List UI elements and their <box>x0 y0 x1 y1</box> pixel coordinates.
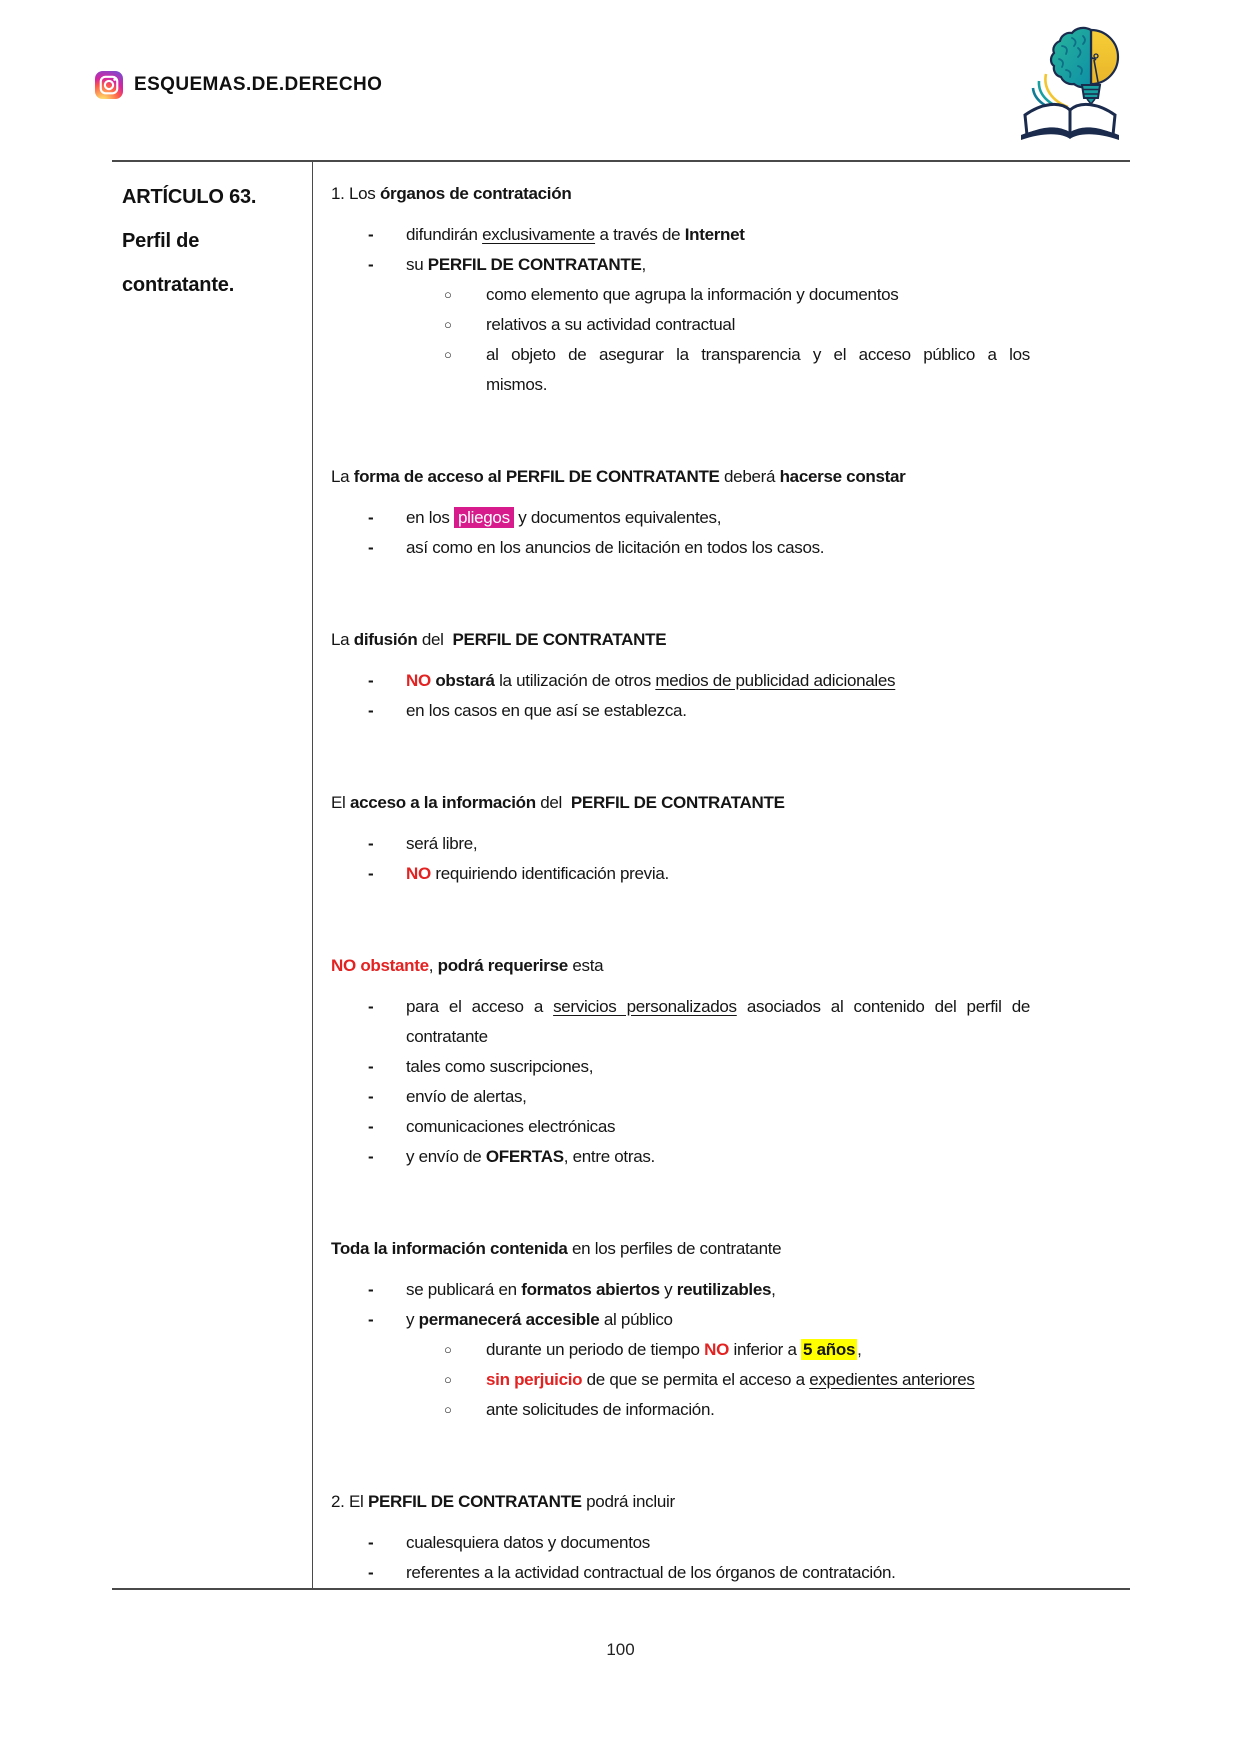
text-segment: NO <box>406 671 431 690</box>
text-segment: referentes a la actividad contractual de los órganos de contratación. <box>406 1563 896 1582</box>
text-segment: permanecerá accesible <box>418 1310 600 1329</box>
bullet-dash-icon: - <box>368 255 374 274</box>
text-segment: del <box>417 630 453 649</box>
item-text <box>406 1305 673 1335</box>
text-segment: hacerse constar <box>779 467 906 486</box>
text-segment: para el acceso a <box>406 997 554 1016</box>
bullet-dash-icon: - <box>368 1563 374 1582</box>
item-text <box>486 370 547 400</box>
block-heading <box>331 788 1030 818</box>
item-text <box>406 1112 615 1142</box>
list-item <box>368 1528 1030 1558</box>
bullet-dash-icon: - <box>368 225 374 244</box>
list-item <box>368 829 1030 859</box>
text-segment: difundirán <box>406 225 483 244</box>
content-block <box>331 179 1030 400</box>
text-segment: La <box>331 467 354 486</box>
item-text <box>406 992 1030 1022</box>
item-text <box>406 220 745 250</box>
text-segment: ante solicitudes de información. <box>486 1400 715 1419</box>
item-text <box>486 1335 862 1365</box>
list-item <box>368 696 1030 726</box>
text-segment: al objeto de asegurar la transparencia y el acceso público a los <box>486 345 1030 364</box>
bullet-dash-icon: - <box>368 1087 374 1106</box>
bullet-dash-icon: - <box>368 1533 374 1552</box>
item-text <box>406 1052 593 1082</box>
text-segment: , <box>857 1340 862 1359</box>
text-segment: El <box>331 793 350 812</box>
item-text <box>406 1082 527 1112</box>
list-item <box>368 1275 1030 1305</box>
text-segment: durante un periodo de tiempo <box>486 1340 705 1359</box>
page-number: 100 <box>606 1640 635 1659</box>
article-title-line: contratante. <box>122 274 235 296</box>
list-item <box>368 250 1030 280</box>
item-text <box>486 1365 975 1395</box>
bullet-dash-icon <box>368 1022 406 1052</box>
list-item <box>368 1142 1030 1172</box>
item-text <box>406 1275 776 1305</box>
bullet-dash-icon: - <box>368 1310 374 1329</box>
list-item <box>444 280 1030 310</box>
bullet-dash-icon: - <box>368 834 374 853</box>
text-segment: comunicaciones electrónicas <box>406 1117 616 1136</box>
bullet-circle-icon: ○ <box>444 287 452 302</box>
text-segment: reutilizables <box>676 1280 772 1299</box>
item-text <box>486 310 735 340</box>
list-item <box>368 220 1030 250</box>
text-segment: Internet <box>684 225 745 244</box>
text-segment: a través de <box>595 225 685 244</box>
list-item <box>444 1365 1030 1395</box>
block-heading <box>331 625 1030 655</box>
text-segment: forma de acceso al PERFIL DE CONTRATANTE <box>353 467 720 486</box>
text-segment: , entre otras. <box>563 1147 655 1166</box>
text-segment: será libre, <box>406 834 478 853</box>
item-text <box>406 859 669 889</box>
block-heading <box>331 179 1030 209</box>
bullet-circle-icon <box>444 370 486 400</box>
content-blocks <box>331 179 1030 1588</box>
text-segment: requiriendo identificación previa. <box>430 864 669 883</box>
text-segment: , <box>771 1280 776 1299</box>
list-item <box>444 340 1030 370</box>
text-segment: sin perjuicio <box>486 1370 583 1389</box>
article-title-line: Perfil de <box>122 230 200 252</box>
bullet-dash-icon: - <box>368 864 374 883</box>
bullet-circle-icon: ○ <box>444 317 452 332</box>
item-text <box>406 696 687 726</box>
bullet-dash-icon: - <box>368 701 374 720</box>
text-segment: NO <box>406 864 431 883</box>
list-item <box>368 666 1030 696</box>
bullet-circle-icon: ○ <box>444 1402 452 1417</box>
text-segment: del <box>535 793 571 812</box>
list-item <box>444 1335 1030 1365</box>
instagram-icon <box>94 70 124 100</box>
text-segment: la utilización de otros <box>494 671 656 690</box>
article-title-line: ARTÍCULO 63. <box>122 186 257 208</box>
text-segment: esta <box>567 956 604 975</box>
list-item <box>368 1082 1030 1112</box>
item-text <box>486 280 898 310</box>
bullet-dash-icon: - <box>368 1280 374 1299</box>
block-heading <box>331 462 1030 492</box>
text-segment: , <box>641 255 646 274</box>
text-segment: NO obstante <box>331 956 429 975</box>
text-segment: contratante <box>406 1027 488 1046</box>
text-segment: podrá incluir <box>581 1492 675 1511</box>
content-block <box>331 788 1030 889</box>
text-segment: envío de alertas, <box>406 1087 527 1106</box>
text-segment: PERFIL DE CONTRATANTE <box>367 1492 582 1511</box>
text-segment: de que se permita el acceso a <box>582 1370 810 1389</box>
brand-badge <box>94 70 382 100</box>
text-segment: y <box>406 1310 419 1329</box>
text-segment: pliegos <box>454 507 514 528</box>
list-item <box>368 992 1030 1022</box>
list-item <box>368 1052 1030 1082</box>
bullet-dash-icon: - <box>368 997 374 1016</box>
item-text <box>486 340 1030 370</box>
text-segment: y <box>659 1280 677 1299</box>
text-segment: 1. Los <box>331 184 380 203</box>
list-item <box>444 310 1030 340</box>
text-segment: como elemento que agrupa la información y documentos <box>486 285 899 304</box>
text-segment: acceso a la información <box>349 793 536 812</box>
text-segment: tales como suscripciones, <box>406 1057 594 1076</box>
list-item <box>444 1395 1030 1425</box>
text-segment: en los casos en que así se establezca. <box>406 701 687 720</box>
bullet-dash-icon: - <box>368 671 374 690</box>
text-segment: 5 años <box>803 1340 856 1359</box>
text-segment: obstará <box>435 671 495 690</box>
text-segment: su <box>406 255 428 274</box>
list-item <box>368 1558 1030 1588</box>
bullet-dash-icon: - <box>368 508 374 527</box>
text-segment: OFERTAS <box>485 1147 564 1166</box>
list-item <box>444 370 1030 400</box>
schema-table <box>112 160 1130 1590</box>
block-heading <box>331 951 1030 981</box>
text-segment: PERFIL DE CONTRATANTE <box>452 630 667 649</box>
text-segment: NO <box>704 1340 730 1359</box>
item-text <box>406 250 646 280</box>
list-item <box>368 1305 1030 1335</box>
text-segment: y envío de <box>406 1147 486 1166</box>
text-segment: servicios personalizados <box>553 997 737 1016</box>
list-item <box>368 533 1030 563</box>
block-heading <box>331 1487 1030 1517</box>
item-text <box>406 1022 488 1052</box>
list-item <box>368 503 1030 533</box>
book-brain-bulb-logo <box>1012 22 1134 148</box>
bullet-dash-icon: - <box>368 1117 374 1136</box>
text-segment: podrá requerirse <box>437 956 568 975</box>
text-segment: expedientes anteriores <box>809 1370 975 1389</box>
brand-name: ESQUEMAS.DE.DERECHO <box>134 74 383 95</box>
text-segment: Toda la información contenida <box>331 1239 568 1258</box>
text-segment: PERFIL DE CONTRATANTE <box>427 255 642 274</box>
text-segment: así como en los anuncios de licitación en todos los casos. <box>406 538 825 557</box>
text-segment: relativos a su actividad contractual <box>486 315 736 334</box>
text-segment: exclusivamente <box>482 225 596 244</box>
item-text <box>406 829 477 859</box>
block-heading <box>331 1234 1030 1264</box>
text-segment: asociados al contenido del perfil de <box>736 997 1031 1016</box>
text-segment: y documentos equivalentes, <box>513 508 722 527</box>
item-text <box>406 1528 650 1558</box>
content-block <box>331 462 1030 563</box>
text-segment: medios de publicidad adicionales <box>655 671 896 690</box>
bullet-circle-icon: ○ <box>444 347 452 362</box>
text-segment: , <box>428 956 438 975</box>
text-segment: en los perfiles de contratante <box>567 1239 782 1258</box>
bullet-circle-icon: ○ <box>444 1342 452 1357</box>
item-text <box>406 666 895 696</box>
item-text <box>406 533 824 563</box>
item-text <box>406 503 721 533</box>
text-segment: se publicará en <box>406 1280 522 1299</box>
text-segment: PERFIL DE CONTRATANTE <box>570 793 785 812</box>
bullet-dash-icon: - <box>368 1147 374 1166</box>
list-item <box>368 859 1030 889</box>
text-segment: al público <box>599 1310 673 1329</box>
article-title-cell <box>112 162 313 1588</box>
item-text <box>406 1142 655 1172</box>
text-segment: inferior a <box>729 1340 802 1359</box>
text-segment: formatos abiertos <box>521 1280 660 1299</box>
text-segment: cualesquiera datos y documentos <box>406 1533 650 1552</box>
list-item <box>368 1112 1030 1142</box>
item-text <box>406 1558 896 1588</box>
text-segment: difusión <box>353 630 418 649</box>
content-block <box>331 1234 1030 1425</box>
bullet-circle-icon: ○ <box>444 1372 452 1387</box>
text-segment: órganos de contratación <box>379 184 572 203</box>
content-block <box>331 951 1030 1172</box>
bullet-dash-icon: - <box>368 538 374 557</box>
item-text <box>486 1395 715 1425</box>
bullet-dash-icon: - <box>368 1057 374 1076</box>
text-segment: mismos. <box>486 375 548 394</box>
content-block <box>331 625 1030 726</box>
text-segment: La <box>331 630 354 649</box>
text-segment: deberá <box>719 467 780 486</box>
content-block <box>331 1487 1030 1588</box>
text-segment: 2. El <box>331 1492 368 1511</box>
text-segment: en los <box>406 508 454 527</box>
list-item <box>368 1022 1030 1052</box>
article-content-cell <box>313 162 1130 1588</box>
